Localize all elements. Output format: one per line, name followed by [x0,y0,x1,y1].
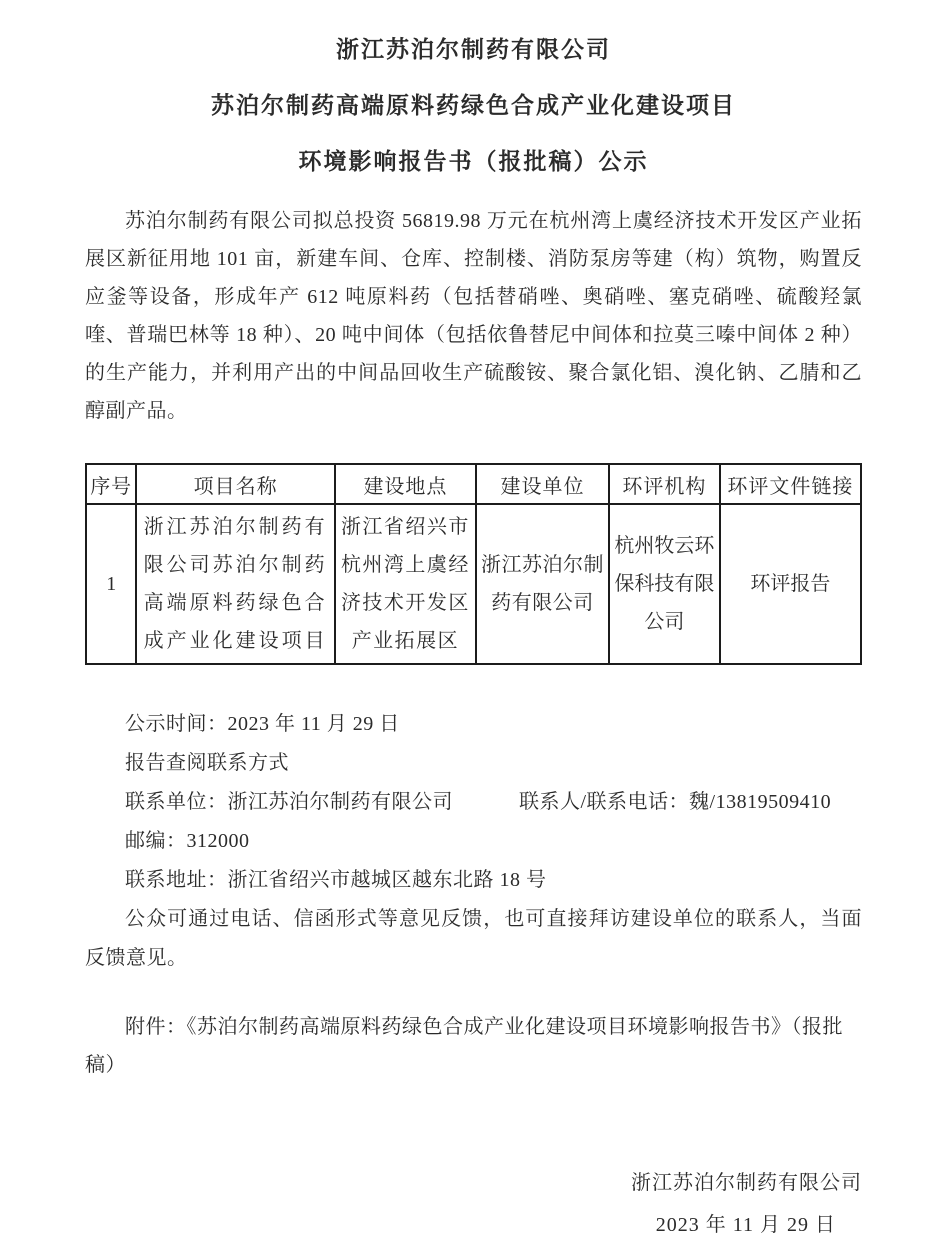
contact-unit-line [85,783,862,822]
contact-unit: 联系单位：浙江苏泊尔制药有限公司 [125,791,453,813]
review-contact-heading: 报告查阅联系方式 [125,752,289,774]
header-seq: 序号 [86,464,136,504]
cell-construction-unit: 浙江苏泊尔制药有限公司 [476,504,609,664]
header-construction-unit: 建设单位 [476,464,609,504]
header-eia-doc-link: 环评文件链接 [720,464,861,504]
signature-company: 浙江苏泊尔制药有限公司 [631,1172,862,1194]
cell-project-name: 浙江苏泊尔制药有限公司苏泊尔制药高端原料药绿色合成产业化建设项目 [136,504,335,664]
cell-eia-agency: 杭州牧云环保科技有限公司 [609,504,720,664]
signature-date: 2023 年 11 月 29 日 [655,1214,836,1236]
table-header-row [86,464,861,504]
signature-block [85,1162,862,1246]
address-line: 联系地址：浙江省绍兴市越城区越东北路 18 号 [125,869,547,891]
table-row [86,504,861,664]
publish-time-line: 公示时间：2023 年 11 月 29 日 [125,713,400,735]
intro-paragraph: 苏泊尔制药有限公司拟总投资 56819.98 万元在杭州湾上虞经济技术开发区产业拓展区新征用地 101 亩，新建车间、仓库、控制楼、消防泵房等建（构）筑物，购置反应釜等设备，形成年产 612 吨原料药（包括替硝唑、奥硝唑、塞克硝唑、硫酸羟氯喹、普瑞巴林等 18 种）、20 吨中间体（包括依鲁替尼中间体和拉莫三嗪中间体 2 种）的生产能力，并利用产出的中间品回收生产硫酸铵、聚合氯化铝、溴化钠、乙腈和乙醇副产品。 [85,210,862,422]
contact-section [85,705,862,978]
header-eia-agency: 环评机构 [609,464,720,504]
title-project: 苏泊尔制药高端原料药绿色合成产业化建设项目 [211,93,736,118]
feedback-paragraph: 公众可通过电话、信函形式等意见反馈，也可直接拜访建设单位的联系人，当面反馈意见。 [85,908,862,969]
postcode-line: 邮编：312000 [125,830,250,852]
cell-seq: 1 [86,504,136,664]
cell-eia-report-link[interactable]: 环评报告 [720,504,861,664]
cell-construction-site: 浙江省绍兴市杭州湾上虞经济技术开发区产业拓展区 [335,504,476,664]
contact-person-phone: 联系人/联系电话：魏/13819509410 [519,791,832,813]
title-company: 浙江苏泊尔制药有限公司 [336,37,611,62]
attachment-line: 附件：《苏泊尔制药高端原料药绿色合成产业化建设项目环境影响报告书》（报批稿） [85,1016,843,1076]
title-report-notice: 环境影响报告书（报批稿）公示 [298,149,649,174]
header-construction-site: 建设地点 [335,464,476,504]
project-info-table [85,463,862,665]
header-project-name: 项目名称 [136,464,335,504]
